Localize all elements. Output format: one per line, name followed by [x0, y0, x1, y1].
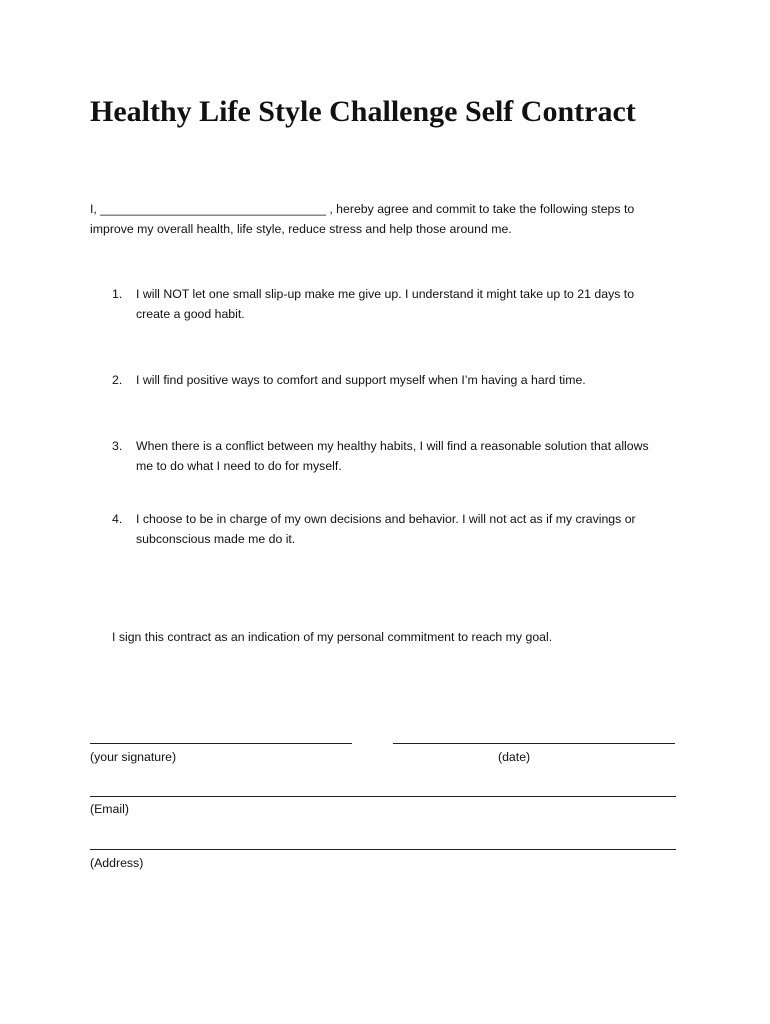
list-item-text — [136, 370, 686, 390]
email-line[interactable] — [90, 796, 676, 797]
intro-line-2: improve my overall health, life style, reduce stress and help those around me. — [90, 222, 512, 236]
list-item-line: me to do what I need to do for myself. — [136, 459, 342, 473]
list-item-text — [136, 436, 686, 476]
page-title: Healthy Life Style Challenge Self Contract — [90, 95, 636, 128]
list-item-number: 4. — [112, 512, 123, 526]
list-item-number: 1. — [112, 287, 123, 301]
date-label: (date) — [498, 750, 531, 764]
list-item-line: When there is a conflict between my healthy habits, I will find a reasonable solution that allows — [136, 439, 649, 453]
signature-label: (your signature) — [90, 750, 177, 764]
signature-line[interactable] — [90, 743, 352, 744]
intro-paragraph — [90, 199, 690, 239]
date-line[interactable] — [393, 743, 675, 744]
list-item-text — [136, 509, 686, 549]
email-label: (Email) — [90, 802, 129, 816]
list-item-line: I will NOT let one small slip-up make me give up. I understand it might take up to 21 days to — [136, 287, 635, 301]
list-item-text — [136, 284, 686, 324]
address-line[interactable] — [90, 849, 676, 850]
intro-line-1: I, _________________________________ , hereby agree and commit to take the following steps to — [90, 202, 635, 216]
list-item-line: create a good habit. — [136, 307, 245, 321]
list-item-line: I will find positive ways to comfort and support myself when I’m having a hard time. — [136, 373, 586, 387]
list-item-line: I choose to be in charge of my own decisions and behavior. I will not act as if my cravings or — [136, 512, 636, 526]
list-item-number: 3. — [112, 439, 123, 453]
address-label: (Address) — [90, 856, 144, 870]
closing-statement: I sign this contract as an indication of my personal commitment to reach my goal. — [112, 630, 553, 644]
list-item-number: 2. — [112, 373, 123, 387]
list-item-line: subconscious made me do it. — [136, 532, 296, 546]
